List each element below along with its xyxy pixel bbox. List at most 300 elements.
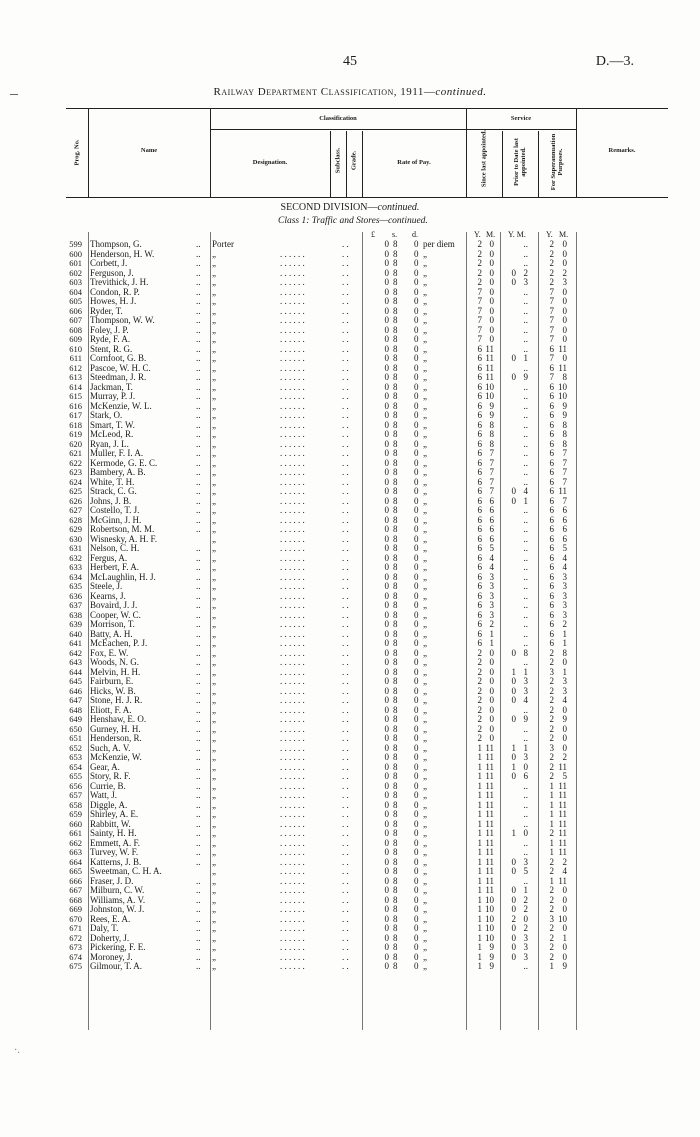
since-last-years: 1 <box>477 780 482 791</box>
pay-shillings: 8 <box>393 286 398 297</box>
prior-months: .. <box>523 258 528 268</box>
pay-shillings: 8 <box>393 685 398 696</box>
pay-pounds: 0 <box>384 543 389 553</box>
staff-name: Henshaw, E. O. <box>90 714 147 724</box>
staff-name: Kermode, G. E. C. <box>90 457 158 468</box>
since-last-years: 2 <box>477 666 482 677</box>
super-months: 3 <box>562 600 567 610</box>
super-years: 3 <box>549 913 554 924</box>
rate-leader-dots: . . <box>342 885 349 895</box>
staff-name: Melvin, H. H. <box>90 666 141 677</box>
prog-number: 673 <box>69 942 82 952</box>
since-last-months: 0 <box>489 647 494 658</box>
staff-name: Gilmour, T. A. <box>90 961 143 971</box>
prog-number: 662 <box>69 837 82 848</box>
name-leader-dots: .. <box>196 400 201 411</box>
pay-pence: 0 <box>414 305 419 316</box>
pay-pounds: 0 <box>384 305 389 316</box>
rate-leader-dots: . . <box>342 619 349 629</box>
pay-pounds: 0 <box>384 714 389 724</box>
pay-pence: 0 <box>414 552 419 563</box>
super-months: 0 <box>562 315 567 325</box>
designation-leader-dots: . . . . . . <box>280 799 305 810</box>
since-last-years: 1 <box>477 818 482 829</box>
super-years: 1 <box>549 799 554 810</box>
prog-number: 644 <box>69 666 82 677</box>
margin-mark: ·. <box>14 1045 20 1056</box>
unit-pounds: £ <box>371 230 375 239</box>
designation: „ <box>212 666 216 677</box>
prog-number: 641 <box>69 638 82 648</box>
pay-period: „ <box>423 752 427 762</box>
pay-pence: 0 <box>414 391 419 401</box>
pay-period: „ <box>423 761 427 772</box>
pay-period: „ <box>423 315 427 325</box>
pay-pence: 0 <box>414 695 419 705</box>
since-last-years: 1 <box>477 847 482 857</box>
pay-period: „ <box>423 533 427 544</box>
staff-name: Diggle, A. <box>90 799 128 810</box>
super-years: 1 <box>549 961 554 971</box>
name-leader-dots: .. <box>196 267 201 278</box>
designation-leader-dots: . . . . . . <box>280 894 305 905</box>
prior-months: .. <box>523 476 528 487</box>
prog-number: 659 <box>69 809 82 819</box>
pay-period: „ <box>423 372 427 382</box>
header-rule <box>466 109 467 197</box>
pay-pence: 0 <box>414 239 419 249</box>
since-last-months: 3 <box>489 609 494 620</box>
staff-name: Johnston, W. J. <box>90 904 145 914</box>
pay-period: „ <box>423 486 427 496</box>
pay-pounds: 0 <box>384 666 389 677</box>
designation: Porter <box>212 239 234 249</box>
rate-leader-dots: . . <box>342 400 349 411</box>
prog-number: 623 <box>69 467 82 477</box>
pay-period: „ <box>423 704 427 715</box>
unit-months-3: M. <box>559 230 569 239</box>
designation-leader-dots: . . . . . . <box>280 619 305 629</box>
name-leader-dots: .. <box>196 476 201 487</box>
super-months: 11 <box>558 828 567 838</box>
prog-number: 648 <box>69 704 82 715</box>
staff-name: Foley, J. P. <box>90 324 129 335</box>
pay-pence: 0 <box>414 714 419 724</box>
pay-shillings: 8 <box>393 457 398 468</box>
designation: „ <box>212 410 216 420</box>
super-years: 2 <box>549 647 554 658</box>
super-years: 1 <box>549 818 554 829</box>
section-title <box>0 202 700 213</box>
name-leader-dots: .. <box>196 448 201 458</box>
pay-pounds: 0 <box>384 419 389 430</box>
designation-leader-dots: . . . . . . <box>280 486 305 496</box>
prog-number: 674 <box>69 951 82 962</box>
super-years: 2 <box>549 676 554 686</box>
pay-pounds: 0 <box>384 505 389 515</box>
rate-leader-dots: . . <box>342 296 349 306</box>
pay-period: „ <box>423 571 427 582</box>
prior-months: 0 <box>523 761 528 772</box>
pay-pounds: 0 <box>384 448 389 458</box>
prior-months: 3 <box>523 676 528 686</box>
page-number: 45 <box>343 54 357 69</box>
rate-leader-dots: . . <box>342 837 349 848</box>
prior-months: .. <box>523 467 528 477</box>
since-last-years: 6 <box>477 552 482 563</box>
since-last-years: 6 <box>477 381 482 392</box>
rate-leader-dots: . . <box>342 866 349 876</box>
header-prog-no: Prog. No. <box>73 139 81 166</box>
pay-pence: 0 <box>414 571 419 582</box>
designation: „ <box>212 400 216 411</box>
rate-leader-dots: . . <box>342 932 349 943</box>
super-months: 11 <box>558 809 567 819</box>
since-last-months: 10 <box>485 391 494 401</box>
name-leader-dots: .. <box>196 628 201 639</box>
header-rule <box>330 131 331 197</box>
designation: „ <box>212 904 216 914</box>
super-years: 6 <box>549 552 554 563</box>
since-last-months: 8 <box>489 429 494 439</box>
rate-leader-dots: . . <box>342 600 349 610</box>
designation: „ <box>212 961 216 971</box>
since-last-years: 6 <box>477 495 482 506</box>
pay-shillings: 8 <box>393 847 398 857</box>
super-years: 2 <box>549 761 554 772</box>
rate-leader-dots: . . <box>342 809 349 819</box>
staff-name: Ferguson, J. <box>90 267 134 278</box>
super-years: 7 <box>549 305 554 316</box>
designation-leader-dots: . . . . . . <box>280 410 305 420</box>
super-years: 6 <box>549 429 554 439</box>
prog-number: 627 <box>69 505 82 515</box>
since-last-years: 6 <box>477 372 482 382</box>
staff-name: Gear, A. <box>90 761 120 772</box>
name-leader-dots: .. <box>196 742 201 753</box>
prog-number: 603 <box>69 277 82 287</box>
pay-shillings: 8 <box>393 533 398 544</box>
staff-name: Wisnesky, A. H. F. <box>90 533 158 544</box>
pay-pence: 0 <box>414 429 419 439</box>
since-last-months: 11 <box>485 752 494 762</box>
staff-name: Such, A. V. <box>90 742 131 753</box>
prog-number: 599 <box>69 239 82 249</box>
rate-leader-dots: . . <box>342 581 349 591</box>
super-years: 2 <box>549 828 554 838</box>
rate-leader-dots: . . <box>342 676 349 686</box>
since-last-months: 11 <box>485 343 494 354</box>
staff-name: Thompson, W. W. <box>90 315 155 325</box>
prior-years: 0 <box>511 676 516 686</box>
prog-number: 651 <box>69 733 82 743</box>
prog-number: 667 <box>69 885 82 895</box>
pay-shillings: 8 <box>393 771 398 781</box>
pay-period: „ <box>423 790 427 800</box>
pay-pence: 0 <box>414 666 419 677</box>
pay-pounds: 0 <box>384 609 389 620</box>
pay-pence: 0 <box>414 951 419 962</box>
pay-period: „ <box>423 590 427 601</box>
since-last-months: 0 <box>489 695 494 705</box>
pay-pence: 0 <box>414 410 419 420</box>
rate-leader-dots: . . <box>342 761 349 772</box>
prior-months: .. <box>523 790 528 800</box>
prior-months: 1 <box>523 742 528 753</box>
pay-shillings: 8 <box>393 619 398 629</box>
super-months: 0 <box>562 923 567 933</box>
staff-name: Rabbitt, W. <box>90 818 131 829</box>
prog-number: 615 <box>69 391 82 401</box>
prior-months: 3 <box>523 752 528 762</box>
pay-shillings: 8 <box>393 239 398 249</box>
pay-shillings: 8 <box>393 733 398 743</box>
super-months: 6 <box>562 514 567 525</box>
prior-months: 4 <box>523 486 528 496</box>
name-leader-dots: .. <box>196 429 201 439</box>
designation-leader-dots: . . . . . . <box>280 695 305 705</box>
since-last-months: 8 <box>489 419 494 430</box>
super-years: 2 <box>549 248 554 259</box>
staff-name: Morrison, T. <box>90 619 135 629</box>
designation-leader-dots: . . . . . . <box>280 638 305 648</box>
designation-leader-dots: . . . . . . <box>280 590 305 601</box>
pay-period: „ <box>423 410 427 420</box>
super-years: 6 <box>549 514 554 525</box>
super-months: 11 <box>558 362 567 373</box>
designation: „ <box>212 334 216 344</box>
rate-leader-dots: . . <box>342 486 349 496</box>
staff-name: McEachen, P. J. <box>90 638 148 648</box>
pay-period: „ <box>423 609 427 620</box>
staff-name: Steele, J. <box>90 581 123 591</box>
pay-shillings: 8 <box>393 780 398 791</box>
pay-pounds: 0 <box>384 961 389 971</box>
since-last-years: 2 <box>477 239 482 249</box>
super-years: 2 <box>549 267 554 278</box>
designation: „ <box>212 885 216 895</box>
header-rule <box>538 131 539 197</box>
rate-leader-dots: . . <box>342 771 349 781</box>
since-last-months: 1 <box>489 638 494 648</box>
super-months: 4 <box>562 866 567 876</box>
prior-months: .. <box>523 400 528 411</box>
since-last-years: 1 <box>477 771 482 781</box>
pay-shillings: 8 <box>393 552 398 563</box>
pay-pounds: 0 <box>384 638 389 648</box>
prog-number: 605 <box>69 296 82 306</box>
pay-pence: 0 <box>414 619 419 629</box>
rate-leader-dots: . . <box>342 733 349 743</box>
rate-leader-dots: . . <box>342 904 349 914</box>
super-months: 1 <box>562 628 567 639</box>
staff-name: Watt, J. <box>90 790 118 800</box>
designation-leader-dots: . . . . . . <box>280 951 305 962</box>
since-last-years: 6 <box>477 448 482 458</box>
name-leader-dots: .. <box>196 248 201 259</box>
designation-leader-dots: . . . . . . <box>280 961 305 971</box>
super-years: 2 <box>549 942 554 952</box>
super-months: 0 <box>562 733 567 743</box>
prog-number: 645 <box>69 676 82 686</box>
pay-pence: 0 <box>414 809 419 819</box>
staff-name: Corbett, J. <box>90 258 128 268</box>
name-leader-dots: .. <box>196 714 201 724</box>
pay-pounds: 0 <box>384 771 389 781</box>
pay-pounds: 0 <box>384 315 389 325</box>
prior-months: 2 <box>523 267 528 278</box>
designation-leader-dots: . . . . . . <box>280 771 305 781</box>
prog-number: 658 <box>69 799 82 810</box>
staff-name: Fairburn, E. <box>90 676 134 686</box>
rate-leader-dots: . . <box>342 429 349 439</box>
name-leader-dots: .. <box>196 733 201 743</box>
pay-pounds: 0 <box>384 571 389 582</box>
name-leader-dots: .. <box>196 942 201 952</box>
staff-name: McLaughlin, H. J. <box>90 571 156 582</box>
pay-shillings: 8 <box>393 324 398 335</box>
designation: „ <box>212 286 216 297</box>
prior-years: 0 <box>511 932 516 943</box>
pay-pence: 0 <box>414 562 419 572</box>
pay-pence: 0 <box>414 400 419 411</box>
since-last-months: 7 <box>489 457 494 468</box>
designation-leader-dots: . . . . . . <box>280 571 305 582</box>
pay-pence: 0 <box>414 543 419 553</box>
super-years: 2 <box>549 723 554 734</box>
pay-period: „ <box>423 828 427 838</box>
pay-period: „ <box>423 505 427 515</box>
super-years: 2 <box>549 704 554 715</box>
pay-period: „ <box>423 267 427 278</box>
pay-shillings: 8 <box>393 695 398 705</box>
pay-shillings: 8 <box>393 742 398 753</box>
pay-pence: 0 <box>414 495 419 506</box>
since-last-years: 6 <box>477 590 482 601</box>
designation-leader-dots: . . . . . . <box>280 362 305 373</box>
designation: „ <box>212 942 216 952</box>
pay-pence: 0 <box>414 932 419 943</box>
since-last-months: 11 <box>485 790 494 800</box>
prior-months: .. <box>523 552 528 563</box>
designation-leader-dots: . . . . . . <box>280 267 305 278</box>
pay-shillings: 8 <box>393 714 398 724</box>
staff-name: Fraser, J. D. <box>90 875 134 886</box>
since-last-years: 6 <box>477 467 482 477</box>
name-leader-dots: .. <box>196 581 201 591</box>
prog-number: 637 <box>69 600 82 610</box>
designation-leader-dots: . . . . . . <box>280 467 305 477</box>
since-last-years: 7 <box>477 305 482 316</box>
since-last-months: 4 <box>489 552 494 563</box>
since-last-years: 6 <box>477 391 482 401</box>
designation: „ <box>212 657 216 667</box>
since-last-years: 1 <box>477 809 482 819</box>
prior-months: .. <box>523 961 528 971</box>
prior-months: 5 <box>523 866 528 876</box>
rate-leader-dots: . . <box>342 239 349 249</box>
since-last-months: 6 <box>489 495 494 506</box>
prior-months: 9 <box>523 372 528 382</box>
super-years: 6 <box>549 619 554 629</box>
pay-pounds: 0 <box>384 581 389 591</box>
name-leader-dots: .. <box>196 790 201 800</box>
prior-years: 0 <box>511 372 516 382</box>
prior-years: 0 <box>511 695 516 705</box>
since-last-months: 5 <box>489 543 494 553</box>
designation-leader-dots: . . . . . . <box>280 856 305 867</box>
staff-name: Gurney, H. H. <box>90 723 141 734</box>
header-designation: Designation. <box>252 159 288 166</box>
pay-pence: 0 <box>414 885 419 895</box>
rate-leader-dots: . . <box>342 248 349 259</box>
staff-name: Rees, E. A. <box>90 913 131 924</box>
super-months: 10 <box>558 391 567 401</box>
pay-shillings: 8 <box>393 476 398 487</box>
prog-number: 607 <box>69 315 82 325</box>
since-last-years: 6 <box>477 514 482 525</box>
pay-pounds: 0 <box>384 752 389 762</box>
rate-leader-dots: . . <box>342 343 349 354</box>
pay-pounds: 0 <box>384 647 389 658</box>
pay-shillings: 8 <box>393 932 398 943</box>
pay-pence: 0 <box>414 856 419 867</box>
prior-months: 0 <box>523 913 528 924</box>
staff-name: Sweetman, C. H. A. <box>90 866 162 876</box>
pay-shillings: 8 <box>393 296 398 306</box>
rate-leader-dots: . . <box>342 875 349 886</box>
pay-pence: 0 <box>414 961 419 971</box>
prior-years: 1 <box>511 666 516 677</box>
prior-months: 2 <box>523 904 528 914</box>
prior-months: .. <box>523 619 528 629</box>
pay-pence: 0 <box>414 609 419 620</box>
designation: „ <box>212 866 216 876</box>
prior-months: .. <box>523 837 528 848</box>
since-last-months: 11 <box>485 828 494 838</box>
pay-pounds: 0 <box>384 951 389 962</box>
prior-years: 0 <box>511 647 516 658</box>
since-last-years: 6 <box>477 524 482 534</box>
prior-months: 2 <box>523 894 528 905</box>
pay-shillings: 8 <box>393 514 398 525</box>
designation: „ <box>212 714 216 724</box>
since-last-months: 0 <box>489 258 494 268</box>
prior-months: .. <box>523 343 528 354</box>
prog-number: 606 <box>69 305 82 316</box>
since-last-months: 11 <box>485 856 494 867</box>
prior-months: .. <box>523 818 528 829</box>
designation-leader-dots: . . . . . . <box>280 752 305 762</box>
prior-months: .. <box>523 590 528 601</box>
pay-pence: 0 <box>414 467 419 477</box>
pay-period: „ <box>423 866 427 876</box>
super-months: 4 <box>562 552 567 563</box>
pay-pounds: 0 <box>384 524 389 534</box>
super-months: 0 <box>562 942 567 952</box>
pay-shillings: 8 <box>393 429 398 439</box>
pay-period: „ <box>423 305 427 316</box>
since-last-years: 7 <box>477 286 482 297</box>
since-last-months: 9 <box>489 410 494 420</box>
super-months: 10 <box>558 381 567 392</box>
prog-number: 669 <box>69 904 82 914</box>
rate-leader-dots: . . <box>342 457 349 468</box>
rate-leader-dots: . . <box>342 467 349 477</box>
prior-months: 3 <box>523 951 528 962</box>
designation-leader-dots: . . . . . . <box>280 258 305 268</box>
designation: „ <box>212 524 216 534</box>
